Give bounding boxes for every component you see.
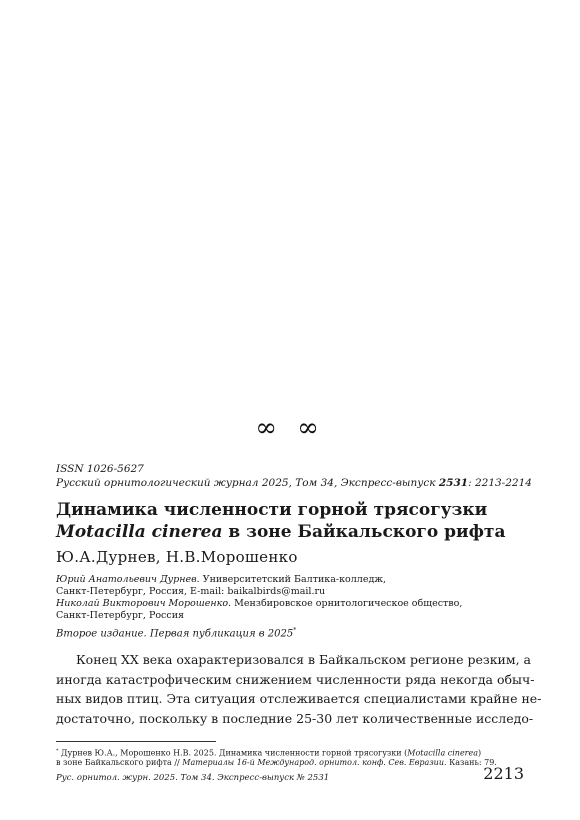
affiliation-line [56,610,526,623]
body-line: ных видов птиц. Эта ситуация отслеживается специалистами крайне не- [56,691,542,706]
affiliation-line [56,574,526,587]
footnote-marker: * [293,627,297,634]
species-name: Motacilla cinerea [407,748,479,758]
title-text-rest: в зоне Байкальского рифта [222,522,506,542]
body-line: достаточно, поскольку в последние 25-30 лет количественные исследо- [56,710,534,726]
body-paragraph [56,650,542,728]
article-title-line-2 [56,521,526,543]
left-flourish-icon: ∞ [255,413,283,443]
article-title-line-1 [56,499,526,521]
footnote-line-2 [56,757,526,768]
title-text: Динамика численности горной трясогузки [56,500,488,520]
right-flourish-icon: ∞ [297,413,325,443]
authors: Ю.А.Дурнев, Н.В.Морошенко [56,548,298,566]
page-range: : 2213-2214 [468,477,532,489]
author-full-name: Николай Викторович Морошенко. [56,598,232,609]
page-number: 2213 [483,764,524,783]
author-full-name: Юрий Анатольевич Дурнев. [56,574,200,585]
body-line: иногда катастрофическим снижением численности ряда некогда обыч- [56,671,535,687]
species-name: Motacilla cinerea [56,522,223,542]
affiliation-text: Мензбировское орнитологическое общество, [231,598,463,609]
affiliation-text: Санкт-Петербург, Россия, E-mail: baikalbirds@mail.ru [56,586,326,597]
journal-name: Русский орнитологический журнал 2025, Том 34, Экспресс-выпуск [56,477,439,489]
affiliation-line [56,598,526,611]
issn: ISSN 1026-5627 [56,463,144,475]
issn-line [56,462,526,476]
footnote-text: . Казань: 79. [444,758,497,767]
footnote-text: Дурнев Ю.А., Морошенко Н.В. 2025. Динамика численности горной трясогузки ( [58,748,408,758]
footnote-marker: * [56,748,59,754]
affiliation-text: Университетский Балтика-колледж, [199,574,387,585]
footnote-text: в зоне Байкальского рифта // [56,758,183,767]
issue-number: 2531 [438,477,469,489]
affiliation-line [56,586,526,599]
ornament-divider [0,413,580,443]
proceedings-title: Материалы 16-й Международ. орнитол. конф. Сев. Евразии [182,758,444,767]
body-line: Конец XX века охарактеризовался в Байкальском регионе резким, а [76,652,531,667]
edition-text: Второе издание. Первая публикация в 2025 [56,628,294,640]
running-footer: Рус. орнитол. журн. 2025. Том 34. Экспресс-выпуск № 2531 [56,773,330,783]
footnote-rule [56,741,216,742]
footnote-text: ) [478,748,482,758]
affiliation-text: Санкт-Петербург, Россия [56,610,185,621]
journal-line [56,476,532,490]
edition-note [56,627,296,639]
